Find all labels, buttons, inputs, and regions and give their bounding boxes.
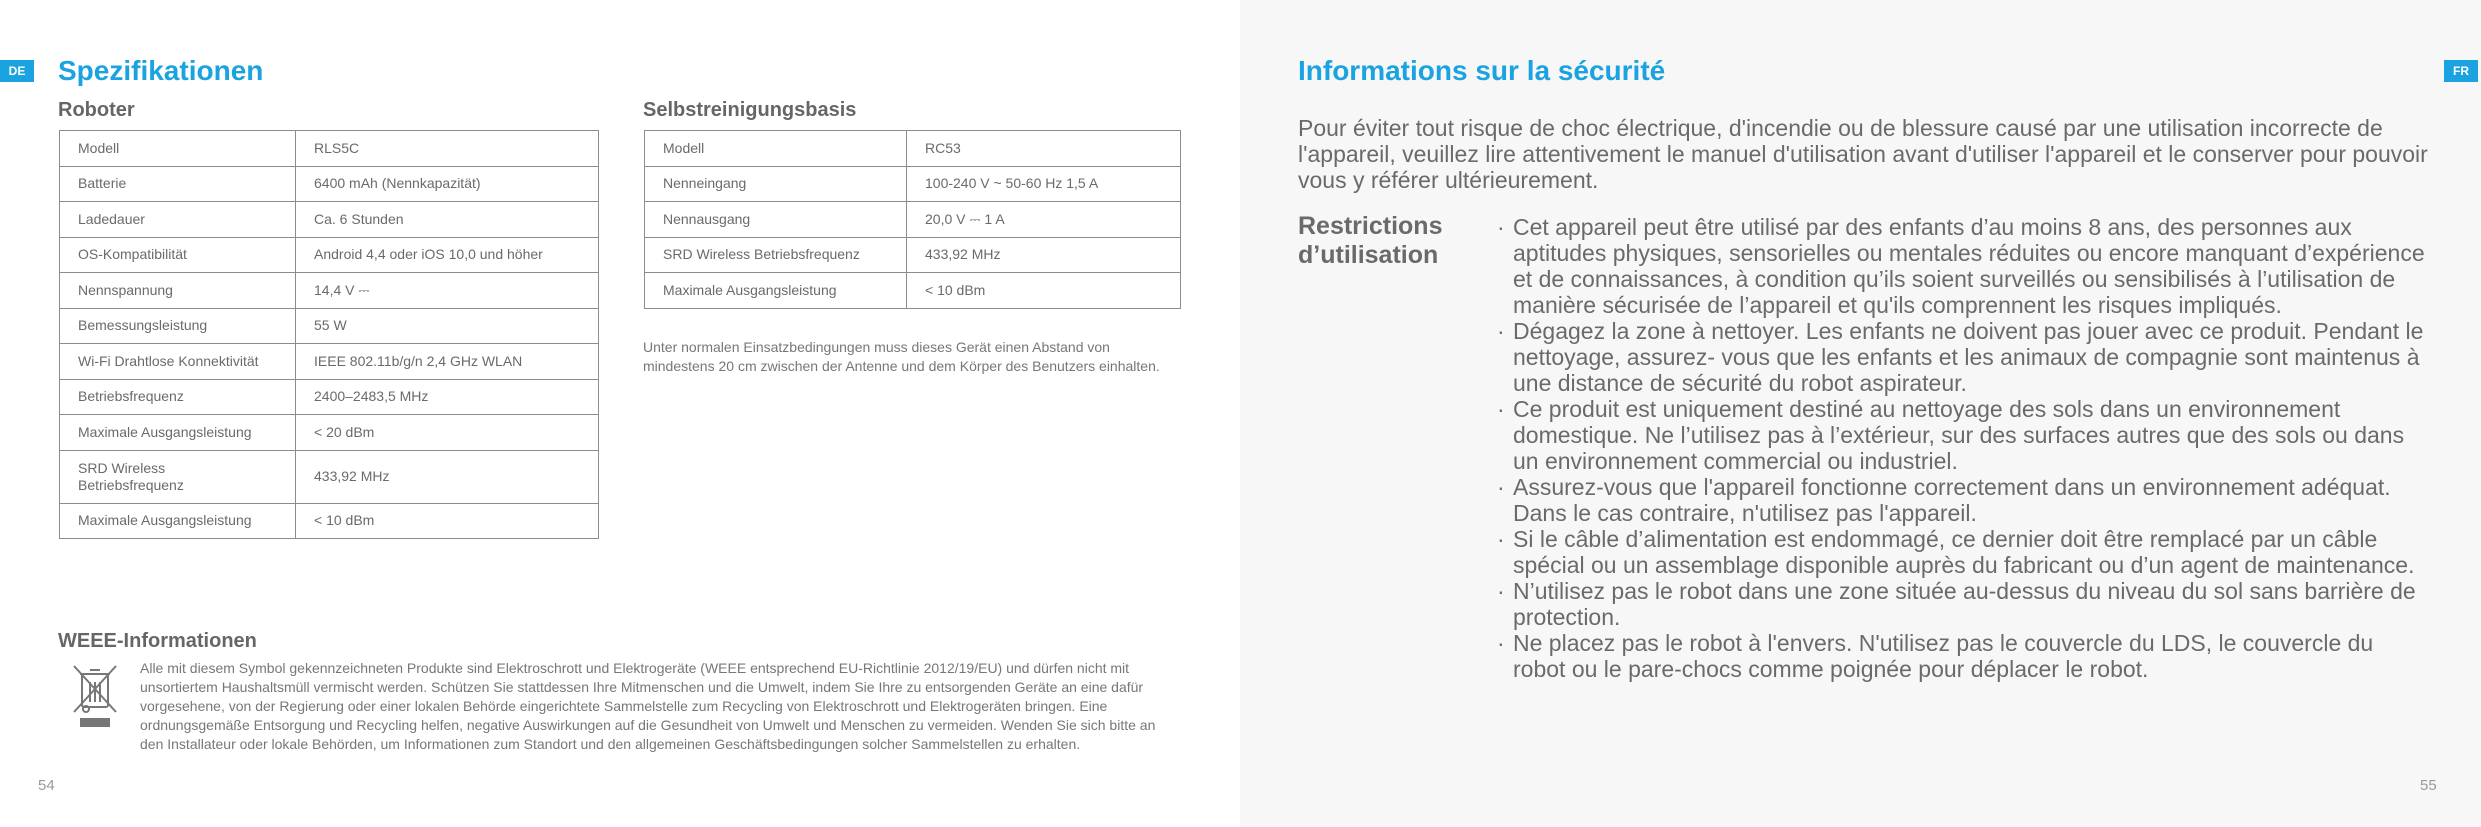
base-spec-label: SRD Wireless Betriebsfrequenz: [645, 237, 907, 273]
bullet-dot-icon: ·: [1497, 396, 1505, 422]
base-row: [645, 273, 1181, 309]
weee-text: Alle mit diesem Symbol gekennzeichneten Produkte sind Elektroschrott und Elektrogeräte (WEEE entsprechend EU-Richtlinie 2012/19/EU) und dürfen nicht mit unsortiertem Haushaltsmüll vermischt werden. Schützen Sie stattdessen Ihre Mitmenschen und die Umwelt, indem Sie Ihre zu entsorgenden Geräte an eine dafür vorgesehene, von der Regierung oder einer lokalen Behörde eingerichtete Sammelstelle zum Recycling von Elektroschrott und Elektrogeräten bringen. Eine ordnungsgemäße Entsorgung und Recycling helfen, negative Auswirkungen auf die Gesundheit von Umwelt und Menschen zu vermeiden. Wenden Sie sich bitte an den Installateur oder lokale Behörden, um Informationen zum Standort und den allgemeinen Geschäftsbedingungen solcher Sammelstellen zu erhalten.: [140, 660, 1156, 752]
page-title-fr: Informations sur la sécurité: [1298, 55, 1666, 86]
robot-row: [60, 379, 599, 415]
robot-spec-value: 6400 mAh (Nennkapazität): [296, 166, 599, 202]
restriction-item: [1497, 474, 2427, 526]
robot-spec-label: Betriebsfrequenz: [60, 379, 296, 415]
weee-crossed-bin-icon: [70, 662, 122, 737]
restriction-text: Cet appareil peut être utilisé par des enfants d’au moins 8 ans, des personnes aux aptitudes physiques, sensorielles ou mentales réduites ou encore manquant d’expérience et de connaissances, à condition qu’ils soient surveillés ou sensibilisés à l’utilisation de manière sécurisée de l’appareil et qu'ils comprennent les risques impliqués.: [1513, 214, 2425, 318]
bullet-dot-icon: ·: [1497, 318, 1505, 344]
bullet-dot-icon: ·: [1497, 526, 1505, 552]
robot-spec-label: SRD Wireless Betriebsfrequenz: [60, 450, 296, 503]
base-row: [645, 237, 1181, 273]
restriction-item: [1497, 630, 2427, 682]
restriction-text: Dégagez la zone à nettoyer. Les enfants ne doivent pas jouer avec ce produit. Pendant le nettoyage, assurez- vous que les enfants et les animaux de compagnie sont maintenus à une distance de sécurité du robot aspirateur.: [1513, 318, 2424, 396]
robot-row: [60, 131, 599, 167]
restriction-item: [1497, 396, 2427, 474]
restriction-item: [1497, 578, 2427, 630]
robot-spec-label: Maximale Ausgangsleistung: [60, 415, 296, 451]
robot-row: [60, 344, 599, 380]
robot-row: [60, 308, 599, 344]
restriction-text: Assurez-vous que l'appareil fonctionne correctement dans un environnement adéquat. Dans le cas contraire, n'utilisez pas l'appareil.: [1513, 474, 2391, 526]
robot-spec-label: Modell: [60, 131, 296, 167]
base-spec-value: < 10 dBm: [907, 273, 1181, 309]
language-tab-de: DE: [0, 60, 34, 82]
base-spec-label: Nenneingang: [645, 166, 907, 202]
page-number-right: 55: [2420, 777, 2437, 794]
robot-spec-value: < 10 dBm: [296, 503, 599, 539]
robot-spec-value: 14,4 V ⎓: [296, 273, 599, 309]
base-spec-value: RC53: [907, 131, 1181, 167]
robot-row: [60, 237, 599, 273]
safety-intro: Pour éviter tout risque de choc électrique, d'incendie ou de blessure causé par une utilisation incorrecte de l'appareil, veuillez lire attentivement le manuel d'utilisation avant d'utiliser l'appareil et le conserver pour pouvoir vous y référer ultérieurement.: [1298, 115, 2428, 193]
robot-spec-value: 55 W: [296, 308, 599, 344]
restriction-text: N’utilisez pas le robot dans une zone située au-dessus du niveau du sol sans barrière de protection.: [1513, 578, 2416, 630]
base-spec-label: Modell: [645, 131, 907, 167]
weee-heading: WEEE-Informationen: [58, 630, 257, 652]
robot-row: [60, 273, 599, 309]
robot-row: [60, 415, 599, 451]
robot-spec-value: IEEE 802.11b/g/n 2,4 GHz WLAN: [296, 344, 599, 380]
base-spec-label: Nennausgang: [645, 202, 907, 238]
robot-spec-table: [59, 130, 599, 539]
robot-spec-value: Ca. 6 Stunden: [296, 202, 599, 238]
bullet-dot-icon: ·: [1497, 630, 1505, 656]
bullet-dot-icon: ·: [1497, 474, 1505, 500]
robot-row: [60, 166, 599, 202]
base-heading: Selbstreinigungsbasis: [643, 99, 857, 121]
bullet-dot-icon: ·: [1497, 214, 1505, 240]
language-tab-fr: FR: [2444, 60, 2478, 82]
robot-spec-value: 2400–2483,5 MHz: [296, 379, 599, 415]
robot-spec-label: Maximale Ausgangsleistung: [60, 503, 296, 539]
restriction-item: [1497, 214, 2427, 318]
base-spec-table: [644, 130, 1181, 309]
robot-spec-value: < 20 dBm: [296, 415, 599, 451]
base-spec-value: 433,92 MHz: [907, 237, 1181, 273]
base-row: [645, 202, 1181, 238]
robot-row: [60, 202, 599, 238]
robot-spec-label: Wi-Fi Drahtlose Konnektivität: [60, 344, 296, 380]
robot-spec-label: Nennspannung: [60, 273, 296, 309]
restriction-text: Ce produit est uniquement destiné au nettoyage des sols dans un environnement domestique. Ne l’utilisez pas à l’extérieur, sur des surfaces autres que des sols ou dans un environnement commercial ou industriel.: [1513, 396, 2405, 474]
page-title-de: Spezifikationen: [58, 55, 264, 86]
robot-row: [60, 503, 599, 539]
robot-row: [60, 450, 599, 503]
restrictions-list: [1497, 214, 2427, 682]
antenna-note: Unter normalen Einsatzbedingungen muss dieses Gerät einen Abstand von mindestens 20 cm zwischen der Antenne und dem Körper des Benutzers einhalten.: [643, 339, 1160, 374]
robot-heading: Roboter: [58, 99, 135, 121]
robot-spec-label: Batterie: [60, 166, 296, 202]
robot-spec-value: Android 4,4 oder iOS 10,0 und höher: [296, 237, 599, 273]
restriction-item: [1497, 526, 2427, 578]
robot-spec-value: RLS5C: [296, 131, 599, 167]
robot-spec-label: Bemessungsleistung: [60, 308, 296, 344]
base-row: [645, 166, 1181, 202]
base-spec-value: 100-240 V ~ 50-60 Hz 1,5 A: [907, 166, 1181, 202]
restriction-text: Si le câble d’alimentation est endommagé, ce dernier doit être remplacé par un câble spécial ou un assemblage disponible auprès du fabricant ou d’un agent de maintenance.: [1513, 526, 2415, 578]
base-spec-value: 20,0 V ⎓ 1 A: [907, 202, 1181, 238]
bullet-dot-icon: ·: [1497, 578, 1505, 604]
page-number-left: 54: [38, 777, 55, 794]
robot-spec-value: 433,92 MHz: [296, 450, 599, 503]
restrictions-label: Restrictions d’utilisation: [1298, 212, 1443, 269]
restriction-item: [1497, 318, 2427, 396]
base-row: [645, 131, 1181, 167]
base-spec-label: Maximale Ausgangsleistung: [645, 273, 907, 309]
restriction-text: Ne placez pas le robot à l'envers. N'utilisez pas le couvercle du LDS, le couvercle du robot ou le pare-chocs comme poignée pour déplacer le robot.: [1513, 630, 2374, 682]
robot-spec-label: Ladedauer: [60, 202, 296, 238]
robot-spec-label: OS-Kompatibilität: [60, 237, 296, 273]
